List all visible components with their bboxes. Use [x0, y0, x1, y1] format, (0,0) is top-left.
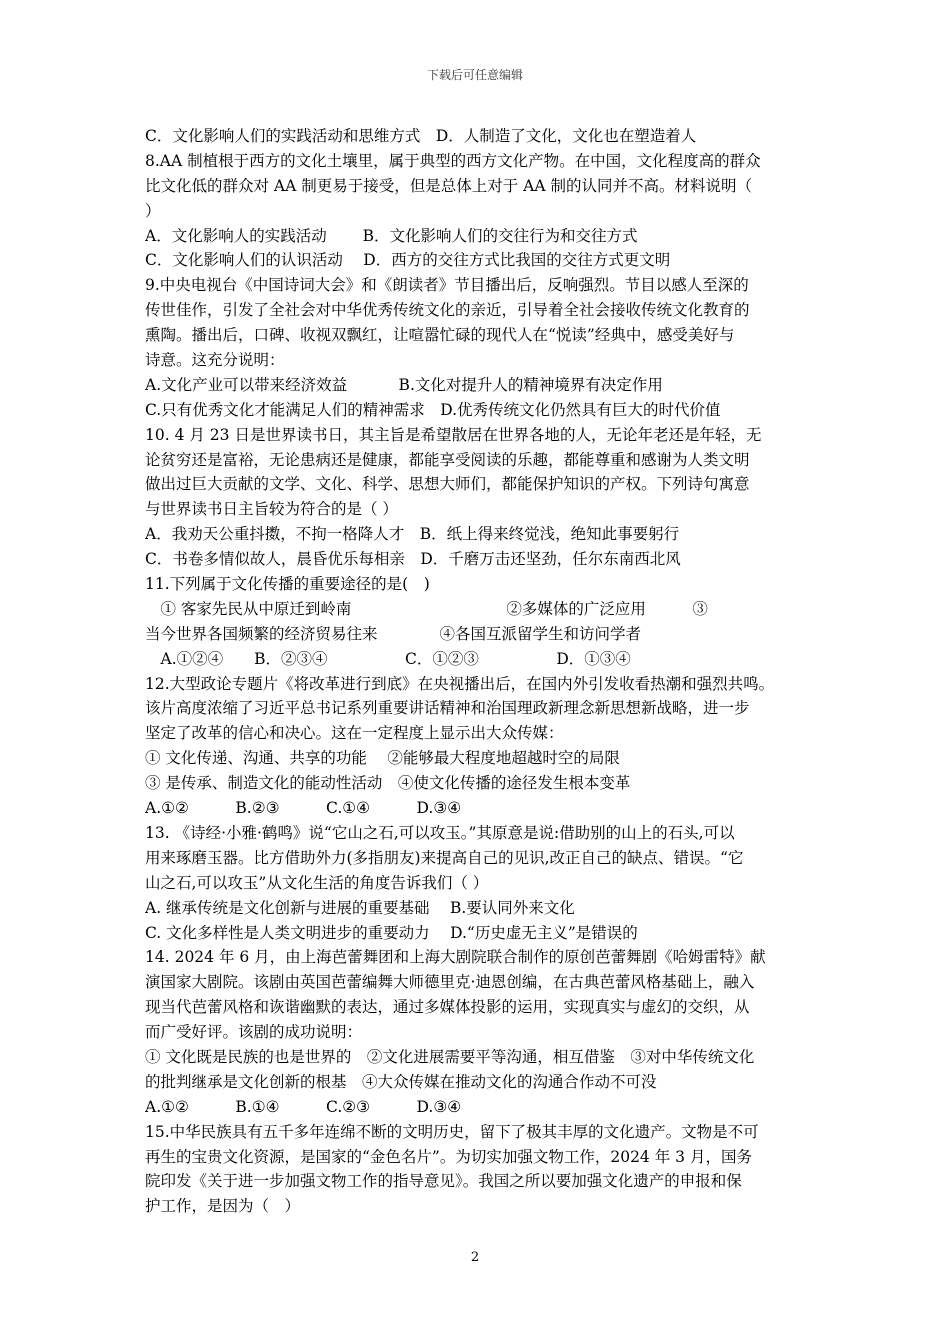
- text-line: 13. 《诗经·小雅·鹤鸣》说“它山之石,可以攻玉。”其原意是说:借助别的山上的石头,可以: [145, 823, 735, 842]
- text-line: 院印发《关于进一步加强文物工作的指导意见》。我国之所以要加强文化遗产的申报和保: [145, 1172, 742, 1191]
- text-line: 现当代芭蕾风格和诙谐幽默的表达，通过多媒体投影的运用，实现真实与虚幻的交织，从: [145, 998, 750, 1017]
- text-line: 11.下列属于文化传播的重要途径的是( ): [145, 575, 430, 594]
- text-line: 诗意。这充分说明：: [145, 351, 285, 370]
- text-line: 该片高度浓缩了习近平总书记系列重要讲话精神和治国理政新理念新思想新战略，进一步: [145, 699, 750, 718]
- text-line: A．文化影响人的实践活动 B．文化影响人们的交往行为和交往方式: [145, 226, 638, 245]
- text-line: 熏陶。播出后，口碑、收视双飘红，让喧嚣忙碌的现代人在“悦读”经典中，感受美好与: [145, 326, 735, 345]
- text-line: A. 继承传统是文化创新与进展的重要基础 B.要认同外来文化: [145, 898, 575, 917]
- text-line: 当今世界各国频繁的经济贸易往来 ④各国互派留学生和访问学者: [145, 624, 642, 643]
- text-line: 护工作，是因为（ ）: [145, 1197, 301, 1216]
- text-line: 与世界读书日主旨较为符合的是（ ）: [145, 500, 398, 519]
- text-line: ① 文化传递、沟通、共享的功能 ②能够最大程度地超越时空的局限: [145, 749, 620, 768]
- text-line: 用来琢磨玉器。比方借助外力(多指朋友)来提高自己的见识,改正自己的缺点、错误。“它: [145, 848, 744, 867]
- text-line: 比文化低的群众对 AA 制更易于接受，但是总体上对于 AA 制的认同并不高。材料说明（: [145, 176, 752, 195]
- text-line: A．我劝天公重抖擞，不拘一格降人才 B．纸上得来终觉浅，绝知此事要躬行: [145, 525, 680, 544]
- text-line: ③ 是传承、制造文化的能动性活动 ④使文化传播的途径发生根本变革: [145, 774, 631, 793]
- text-line: C．文化影响人们的认识活动 D．西方的交往方式比我国的交往方式更文明: [145, 251, 671, 270]
- text-line: 传世佳作，引发了全社会对中华优秀传统文化的亲近，引导着全社会接收传统文化教育的: [145, 301, 750, 320]
- text-line: 山之石,可以攻玉”从文化生活的角度告诉我们（ ）: [145, 873, 489, 892]
- text-line: A.①② B.①④ C.②③ D.③④: [145, 1097, 462, 1116]
- text-line: ① 文化既是民族的也是世界的 ②文化进展需要平等沟通，相互借鉴 ③对中华传统文化: [145, 1047, 755, 1066]
- text-line: 15.中华民族具有五千多年连绵不断的文明历史，留下了极其丰厚的文化遗产。文物是不可: [145, 1122, 759, 1141]
- text-line: A.文化产业可以带来经济效益 B.文化对提升人的精神境界有决定作用: [145, 375, 663, 394]
- page-number: 2: [470, 1250, 480, 1265]
- text-line: C．文化影响人们的实践活动和思维方式 D．人制造了文化，文化也在塑造着人: [145, 127, 697, 145]
- document-body: [145, 124, 817, 1219]
- text-line: 做出过巨大贡献的文学、文化、科学、思想大师们，都能保护知识的产权。下列诗句寓意: [145, 475, 750, 494]
- text-line: A.①②④ B．②③④ C．①②③ D．①③④: [145, 649, 631, 668]
- text-line: 12.大型政论专题片《将改革进行到底》在央视播出后，在国内外引发收看热潮和强烈共鸣。: [145, 674, 775, 693]
- page-header: 下载后可任意编辑: [426, 68, 523, 82]
- text-line: 14. 2024 年 6 月，由上海芭蕾舞团和上海大剧院联合制作的原创芭蕾舞剧《哈姆雷特》献: [145, 948, 766, 967]
- text-line: 再生的宝贵文化资源，是国家的“金色名片”。为切实加强文物工作，2024 年 3 月，国务: [145, 1147, 752, 1166]
- text-line: ① 客家先民从中原迁到岭南 ②多媒体的广泛应用 ③: [145, 599, 708, 618]
- text-line: 的批判继承是文化创新的根基 ④大众传媒在推动文化的沟通合作动不可没: [145, 1072, 657, 1091]
- text-line: 10. 4 月 23 日是世界读书日，其主旨是希望散居在世界各地的人，无论年老还是年轻，无: [145, 425, 762, 444]
- text-line: C．书卷多情似故人，晨昏优乐每相亲 D．千磨万击还坚劲，任尔东南西北风: [145, 550, 681, 569]
- text-line: 9.中央电视台《中国诗词大会》和《朗读者》节目播出后，反响强烈。节目以感人至深的: [145, 276, 749, 295]
- text-line: 而广受好评。该剧的成功说明：: [145, 1023, 363, 1042]
- text-line: 论贫穷还是富裕，无论患病还是健康，都能享受阅读的乐趣，都能尊重和感谢为人类文明: [145, 450, 750, 469]
- text-line: C. 文化多样性是人类文明进步的重要动力 D.“历史虚无主义”是错误的: [145, 923, 638, 942]
- text-line: C.只有优秀文化才能满足人们的精神需求 D.优秀传统文化仍然具有巨大的时代价值: [145, 400, 721, 419]
- text-line: 坚定了改革的信心和决心。这在一定程度上显示出大众传媒：: [145, 724, 564, 743]
- text-line: 8.AA 制植根于西方的文化土壤里，属于典型的西方文化产物。在中国，文化程度高的群众: [145, 151, 761, 170]
- text-line: A.①② B.②③ C.①④ D.③④: [145, 799, 462, 818]
- text-line: ）: [145, 201, 161, 220]
- text-line: 演国家大剧院。该剧由英国芭蕾编舞大师德里克·迪恩创编，在古典芭蕾风格基础上，融入: [145, 973, 755, 992]
